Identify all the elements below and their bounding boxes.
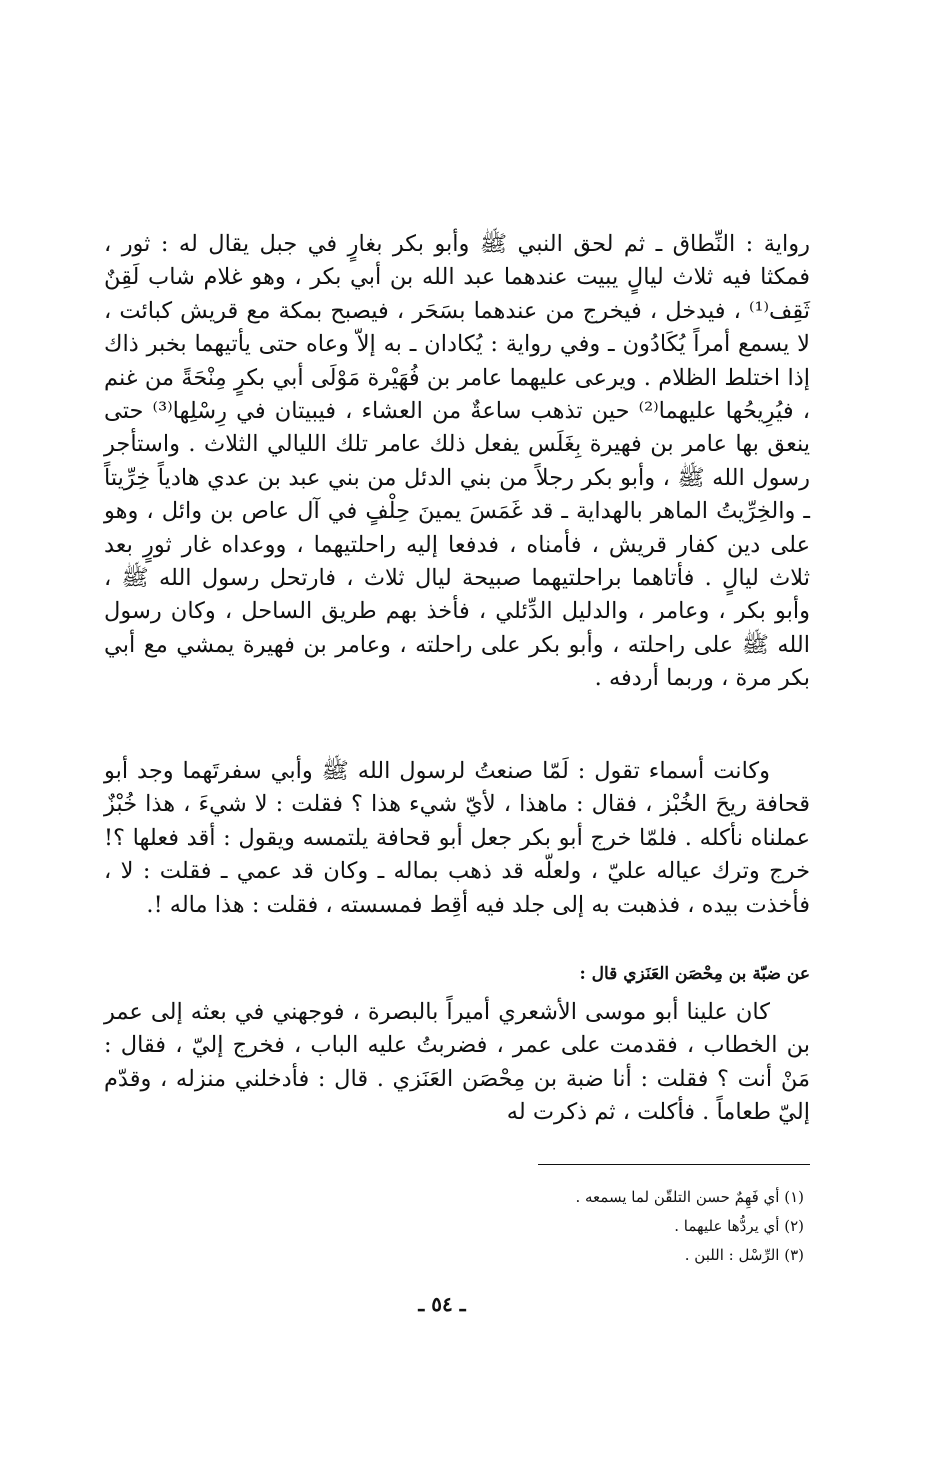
page-number: ـ ٥٤ ـ — [418, 1292, 466, 1316]
footnote-2: (٢) أي يردُّها عليهما . — [674, 1217, 804, 1235]
footnote-1: (١) أي فَهِمٌ حسن التلقّن لما يسمعه . — [575, 1188, 804, 1206]
body-paragraph-2 — [104, 755, 810, 922]
body-paragraph-1 — [104, 228, 810, 696]
footnote-divider — [538, 1164, 810, 1165]
paragraph-3-text: كان علينا أبو موسى الأشعري أميراً بالبصرة ، فوجهني في بعثه إلى عمر بن الخطاب ، فقدمت على عمر ، فضربتُ عليه الباب ، فخرج إليّ ، فقال : مَنْ أنت ؟ فقلت : أنا ضبة بن مِحْصَن العَنَزي . قال : فأدخلني منزله ، وقدّم إليّ طعاماً . فأكلت ، ثم ذكرت له — [104, 999, 810, 1126]
section-heading-text: عن ضبّة بن مِحْصَن العَنَزي قال : — [579, 964, 810, 984]
paragraph-1-text: رواية : النِّطاق ـ ثم لحق النبي ﷺ وأبو بكر بغارٍ في جبل يقال له : ثور ، فمكثا فيه ثلاث ليالٍ يبيت عندهما عبد الله بن أبي بكر ، وهو غلام شاب لَقِنٌ ثَقِف⁽¹⁾ ، فيدخل ، فيخرج من عندهما بسَحَر ، فيصبح بمكة مع قريش كبائت ، لا يسمع أمراً يُكَادُون ـ وفي رواية : يُكادان ـ به إلاّ وعاه حتى يأتيهما بخبر ذاك إذا اختلط الظلام . ويرعى عليهما عامر بن فُهَيْرة مَوْلَى أبي بكرٍ مِنْحَةً من غنم ، فيُرِيحُها عليهما⁽²⁾ حين تذهب ساعةٌ من العشاء ، فيبيتان في رِسْلِها⁽³⁾ حتى ينعق بها عامر بن فهيرة بِغَلَس يفعل ذلك عامر تلك الليالي الثلاث . واستأجر رسول الله ﷺ ، وأبو بكر رجلاً من بني الدئل من بني عبد بن عدي هادياً خِرِّيتاً ـ والخِرِّيتُ الماهر بالهداية ـ قد غَمَسَ يمينَ حِلْفٍ في آل عاص بن وائل ، وهو على دين كفار قريش ، فأمناه ، فدفعا إليه راحلتيهما ، ووعداه غار ثورٍ بعد ثلاث ليالٍ . فأتاهما براحلتيهما صبيحة ليال ثلاث ، فارتحل رسول الله ﷺ ، وأبو بكر ، وعامر ، والدليل الدِّئلي ، فأخذ بهم طريق الساحل ، وكان رسول الله ﷺ على راحلته ، وأبو بكر على راحلته ، وعامر بن فهيرة يمشي مع أبي بكر مرة ، وربما أردفه . — [104, 231, 810, 692]
footnote-3: (٣) الرِّسْل : اللبن . — [684, 1246, 804, 1264]
footnotes — [344, 1183, 804, 1270]
section-heading — [104, 962, 810, 986]
body-paragraph-3 — [104, 996, 810, 1130]
paragraph-2-text: وكانت أسماء تقول : لَمّا صنعتُ لرسول الله ﷺ وأبي سفرتَهما وجد أبو قحافة ريحَ الخُبْز ، فقال : ماهذا ، لأيّ شيء هذا ؟ فقلت : لا شيءَ ، هذا خُبْزٌ عملناه نأكله . فلمّا خرج أبو بكر جعل أبو قحافة يلتمسه ويقول : أقد فعلها ؟! خرج وترك عياله عليّ ، ولعلّه قد ذهب بماله ـ وكان قد عمي ـ فقلت : لا ، فأخذت بيده ، فذهبت به إلى جلد فيه أقِط فمسسته ، فقلت : هذا ماله !. — [104, 758, 810, 918]
